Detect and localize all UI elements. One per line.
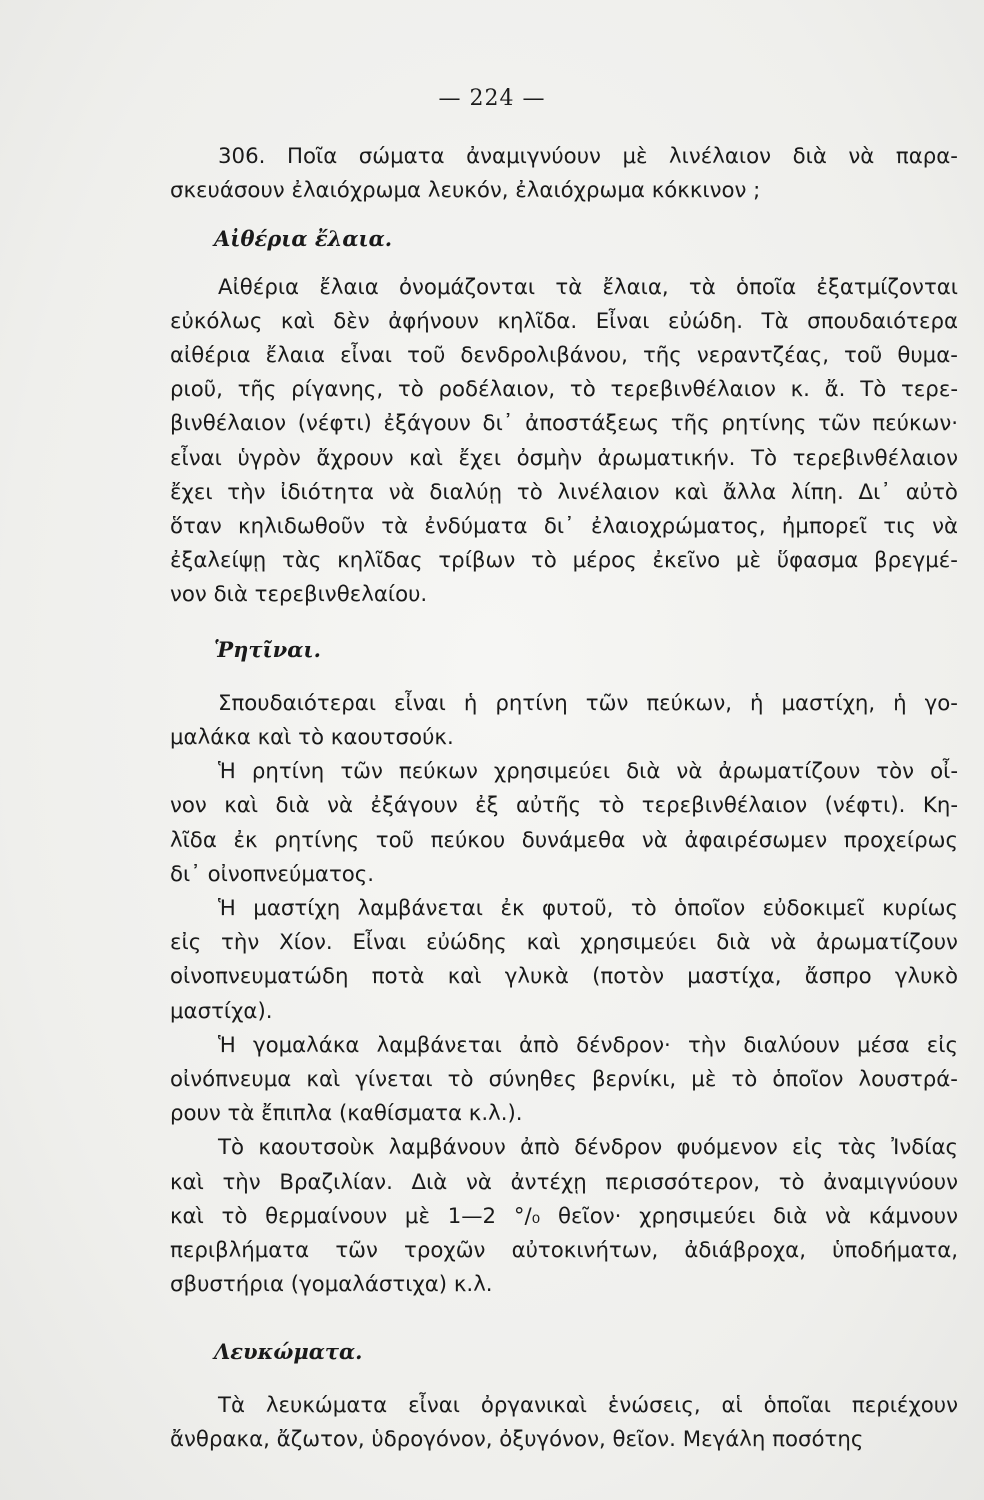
- paragraph: [170, 1029, 958, 1132]
- text-line: ὅταν κηλιδωθοῦν τὰ ἐνδύματα δι᾿ ἐλαιοχρώματος, ἠμπορεῖ τις νὰ: [170, 514, 959, 540]
- text-line: νον διὰ τερεβινθελαίου.: [170, 582, 428, 608]
- paragraph: [170, 1389, 958, 1457]
- text-line: εἶναι ὑγρὸν ἄχρουν καὶ ἔχει ὀσμὴν ἀρωματικήν. Τὸ τερεβινθέλαιον: [170, 445, 958, 471]
- text-line: ρουν τὰ ἔπιπλα (καθίσματα κ.λ.).: [170, 1101, 523, 1127]
- section-heading-leukomata: Λευκώματα.: [214, 1338, 363, 1364]
- text-line: δι᾿ οἰνοπνεύματος.: [170, 861, 375, 887]
- text-line: μαλάκα καὶ τὸ καουτσούκ.: [170, 725, 454, 751]
- text-line: οἰνοπνευματώδη ποτὰ καὶ γλυκὰ (ποτὸν μαστίχα, ἄσπρο γλυκὸ: [170, 964, 959, 990]
- text-line: μαστίχα).: [170, 998, 273, 1024]
- text-line: καὶ τὴν Βραζιλίαν. Διὰ νὰ ἀντέχῃ περισσότερον, τὸ ἀναμιγνύουν: [170, 1169, 959, 1195]
- page-body: [170, 140, 958, 1457]
- text-line: οἰνόπνευμα καὶ γίνεται τὸ σύνηθες βερνίκι, μὲ τὸ ὁποῖον λουστρά-: [170, 1067, 958, 1093]
- paragraph: [170, 892, 958, 1029]
- paragraph: [170, 755, 958, 892]
- text-line: λῖδα ἐκ ρητίνης τοῦ πεύκου δυνάμεθα νὰ ἀφαιρέσωμεν προχείρως: [170, 827, 958, 853]
- text-line: ἄνθρακα, ἄζωτον, ὑδρογόνον, ὀξυγόνον, θεῖον. Μεγάλη ποσότης: [170, 1426, 864, 1452]
- paragraph: [170, 687, 958, 755]
- text-line: Σπουδαιότεραι εἶναι ἡ ρητίνη τῶν πεύκων, ἡ μαστίχη, ἡ γο-: [218, 690, 958, 716]
- text-line: αἰθέρια ἔλαια εἶναι τοῦ δενδρολιβάνου, τῆς νεραντζέας, τοῦ θυμα-: [170, 343, 958, 369]
- paragraph: [170, 1131, 958, 1302]
- text-line: 306. Ποῖα σώματα ἀναμιγνύουν μὲ λινέλαιον διὰ νὰ παρα-: [218, 144, 958, 169]
- text-line: νον καὶ διὰ νὰ ἐξάγουν ἐξ αὐτῆς τὸ τερεβινθέλαιον (νέφτι). Κη-: [170, 793, 959, 819]
- text-line: Τὰ λευκώματα εἶναι ὀργανικαὶ ἑνώσεις, αἱ ὁποῖαι περιέχουν: [218, 1392, 958, 1418]
- text-line: βινθέλαιον (νέφτι) ἐξάγουν δι᾿ ἀποστάξεως τῆς ρητίνης τῶν πεύκων·: [170, 411, 959, 437]
- paragraph: [170, 271, 958, 613]
- text-line: σκευάσουν ἐλαιόχρωμα λευκόν, ἐλαιόχρωμα κόκκινον ;: [170, 178, 761, 204]
- question-306: [170, 140, 958, 208]
- text-line: καὶ τὸ θερμαίνουν μὲ 1—2 °/₀ θεῖον· χρησιμεύει διὰ νὰ κάμνουν: [170, 1203, 959, 1229]
- text-line: Ἡ μαστίχη λαμβάνεται ἐκ φυτοῦ, τὸ ὁποῖον εὐδοκιμεῖ κυρίως: [218, 896, 959, 922]
- text-line: Ἡ γομαλάκα λαμβάνεται ἀπὸ δένδρον· τὴν διαλύουν μέσα εἰς: [218, 1032, 958, 1058]
- text-line: ἐξαλείψῃ τὰς κηλῖδας τρίβων τὸ μέρος ἐκεῖνο μὲ ὕφασμα βρεγμέ-: [170, 548, 958, 574]
- text-line: Αἰθέρια ἔλαια ὀνομάζονται τὰ ἔλαια, τὰ ὁποῖα ἐξατμίζονται: [218, 274, 959, 300]
- text-line: εὐκόλως καὶ δὲν ἀφήνουν κηλῖδα. Εἶναι εὐώδη. Τὰ σπουδαιότερα: [170, 308, 959, 334]
- text-line: Ἡ ρητίνη τῶν πεύκων χρησιμεύει διὰ νὰ ἀρωματίζουν τὸν οἶ-: [218, 759, 959, 785]
- text-line: εἰς τὴν Χίον. Εἶναι εὐώδης καὶ χρησιμεύει διὰ νὰ ἀρωματίζουν: [170, 930, 958, 956]
- text-line: περιβλήματα τῶν τροχῶν αὐτοκινήτων, ἀδιάβροχα, ὑποδήματα,: [170, 1238, 959, 1264]
- section-heading-aitheria-elaia: Αἰθέρια ἔλαια.: [214, 226, 393, 252]
- section-heading-rhetinai: Ῥητῖναι.: [214, 636, 321, 662]
- text-line: Τὸ καουτσοὺκ λαμβάνουν ἀπὸ δένδρον φυόμενον εἰς τὰς Ἰνδίας: [218, 1135, 958, 1161]
- page-number: — 224 —: [438, 86, 546, 111]
- text-line: σβυστήρια (γομαλάστιχα) κ.λ.: [170, 1272, 493, 1298]
- text-line: ἔχει τὴν ἰδιότητα νὰ διαλύῃ τὸ λινέλαιον καὶ ἄλλα λίπη. Δι᾿ αὐτὸ: [170, 479, 958, 505]
- text-line: ριοῦ, τῆς ρίγανης, τὸ ροδέλαιον, τὸ τερεβινθέλαιον κ. ἄ. Τὸ τερε-: [170, 377, 959, 403]
